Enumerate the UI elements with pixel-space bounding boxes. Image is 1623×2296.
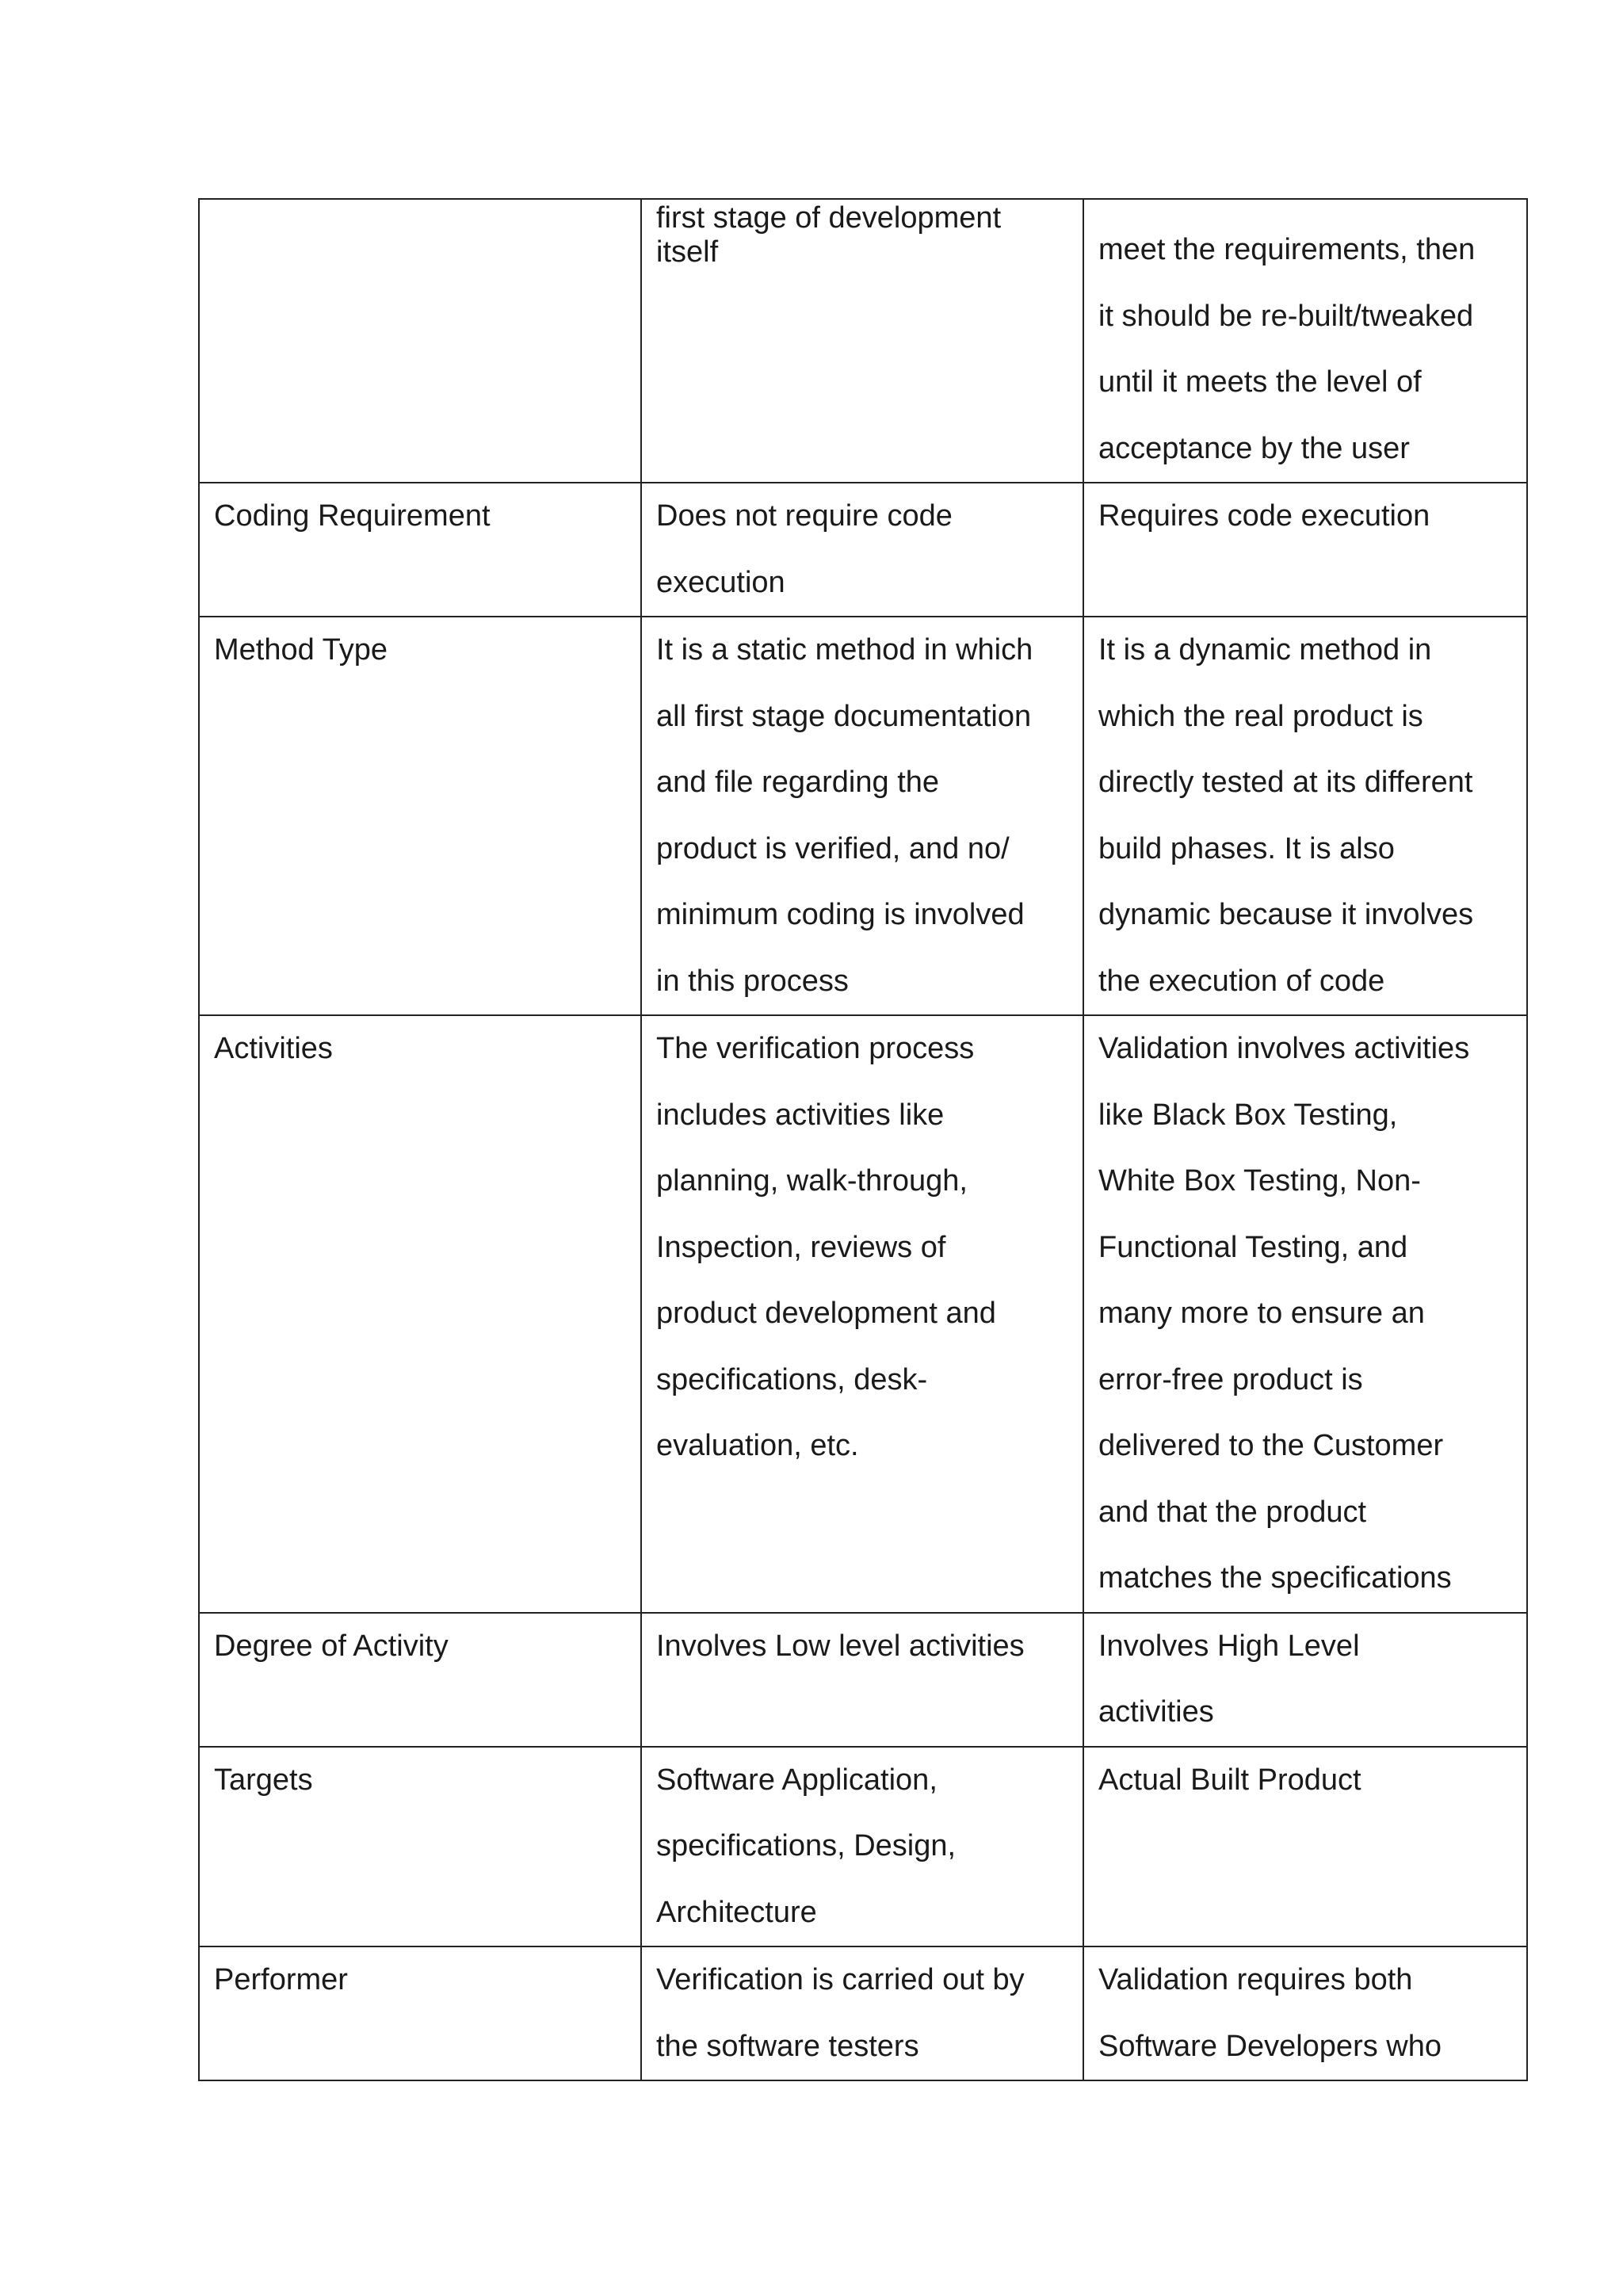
row-label-cell: Targets [199,1747,641,1947]
row-label-cell: Method Type [199,617,641,1015]
verification-cell: Verification is carried out by the software testers [641,1946,1083,2080]
table-row [199,1747,1527,1947]
validation-cell: Validation requires both Software Developers who [1083,1946,1527,2080]
comparison-table [198,198,1528,2081]
table-row [199,1613,1527,1747]
table-row [199,1946,1527,2080]
table-row [199,617,1527,1015]
verification-cell: Software Application, specifications, Design, Architecture [641,1747,1083,1947]
verification-cell: first stage of development itself [641,199,1083,483]
row-label-cell: Activities [199,1015,641,1613]
table-row [199,483,1527,617]
row-label-cell: Degree of Activity [199,1613,641,1747]
verification-cell: Involves Low level activities [641,1613,1083,1747]
verification-cell: Does not require code execution [641,483,1083,617]
row-label-cell: Performer [199,1946,641,2080]
validation-cell: Actual Built Product [1083,1747,1527,1947]
verification-cell: It is a static method in which all first stage documentation and file regarding the product is verified, and no/ minimum coding is involved in this process [641,617,1083,1015]
validation-cell: meet the requirements, then it should be re-built/tweaked until it meets the level of acceptance by the user [1083,199,1527,483]
row-label-cell: Coding Requirement [199,483,641,617]
verification-cell: The verification process includes activities like planning, walk-through, Inspection, reviews of product development and specifications, desk- evaluation, etc. [641,1015,1083,1613]
validation-cell: Validation involves activities like Black Box Testing, White Box Testing, Non- Functional Testing, and many more to ensure an error-free product is delivered to the Customer and that the product matches the specifications [1083,1015,1527,1613]
validation-cell: Requires code execution [1083,483,1527,617]
validation-cell: Involves High Level activities [1083,1613,1527,1747]
table-row [199,199,1527,483]
validation-cell: It is a dynamic method in which the real product is directly tested at its different build phases. It is also dynamic because it involves the execution of code [1083,617,1527,1015]
row-label-cell [199,199,641,483]
table-row [199,1015,1527,1613]
